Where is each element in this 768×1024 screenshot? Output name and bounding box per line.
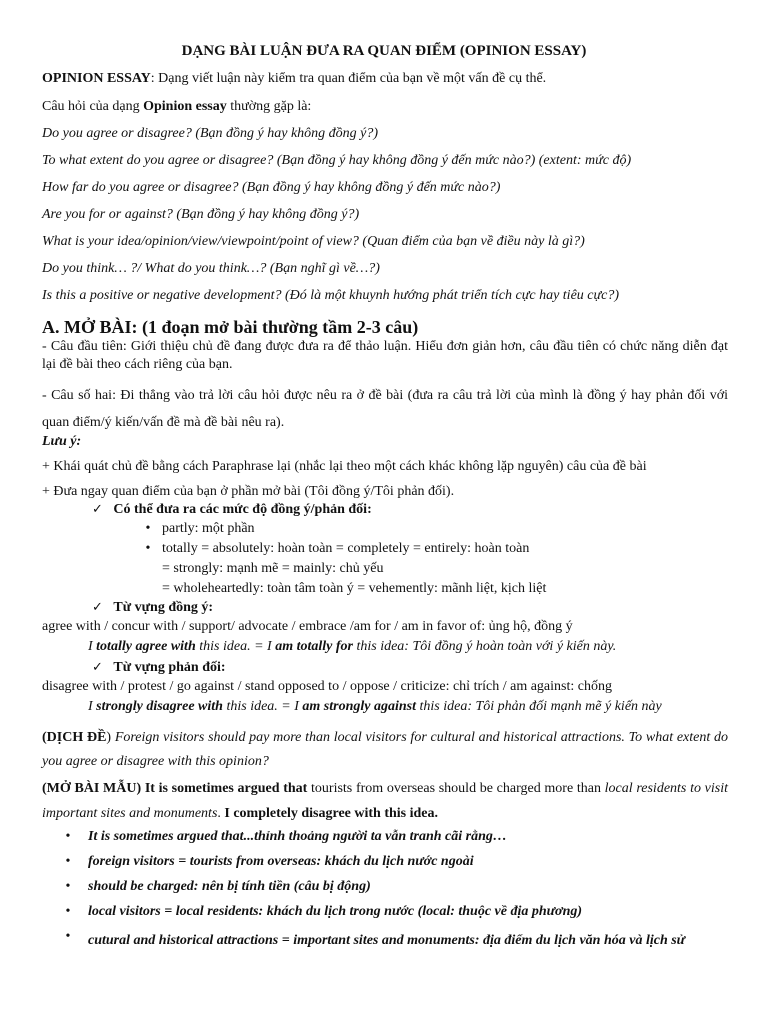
vocab-bullet: should be charged: nên bị tính tiền (câu bị động) <box>88 879 371 894</box>
note-1: + Khái quát chủ đề bằng cách Paraphrase lại (nhắc lại theo một cách khác không lặp nguyên) câu của đề bài <box>42 459 647 474</box>
questions-lead-a: Câu hỏi của dạng <box>42 99 144 114</box>
note-label: Lưu ý: <box>42 434 82 449</box>
agree-example <box>88 638 728 656</box>
bullet-icon: • <box>145 541 151 556</box>
bullet-icon: • <box>65 829 71 844</box>
sample-part-b: tourists from overseas should be charged more than <box>307 781 605 796</box>
vocab-bullet: It is sometimes argued that...thỉnh thoảng người ta vẫn tranh cãi rằng… <box>88 829 507 844</box>
questions-lead-c: thường gặp là: <box>226 99 312 114</box>
bullet-icon: • <box>65 879 71 894</box>
vocab-bullet: local visitors = local residents: khách du lịch trong nước (local: thuộc về địa phương) <box>88 904 583 919</box>
question-item: Do you think… ?/ What do you think…? (Bạn nghĩ gì về…?) <box>42 261 380 276</box>
section-a-paragraph-1: - Câu đầu tiên: Giới thiệu chủ đề đang được đưa ra để thảo luận. Hiểu đơn giản hơn, câu đầu tiên có chức năng diễn đạt lại đề bài theo cách riêng của bạn. <box>42 339 728 372</box>
disagree-example-c: this idea. = I <box>222 699 303 714</box>
prompt-paren: ) <box>106 730 112 745</box>
intro-term: OPINION ESSAY <box>42 71 151 86</box>
level-item: partly: một phần <box>162 521 255 536</box>
disagree-vocab: disagree with / protest / go against / stand opposed to / oppose / criticize: chỉ trích / am against: chống <box>42 679 612 694</box>
agree-example-c: this idea. = I <box>195 639 276 654</box>
sample-part-c: local residents <box>604 781 687 796</box>
question-item: Do you agree or disagree? (Bạn đồng ý hay không đồng ý?) <box>42 126 379 141</box>
note-2: + Đưa ngay quan điểm của bạn ở phần mở bài (Tôi đồng ý/Tôi phản đối). <box>42 484 455 499</box>
check-icon: ✓ <box>92 599 103 614</box>
questions-lead-b: Opinion essay <box>143 99 227 114</box>
questions-lead <box>42 98 728 116</box>
level-item-continued: = wholeheartedly: toàn tâm toàn ý = vehemently: mãnh liệt, kịch liệt <box>162 581 547 596</box>
checklist-agree-label: Từ vựng đồng ý: <box>113 600 214 615</box>
bullet-icon: • <box>65 854 71 869</box>
question-item: Are you for or against? (Bạn đồng ý hay không đồng ý?) <box>42 207 360 222</box>
bullet-icon: • <box>65 904 71 919</box>
agree-example-b: totally agree with <box>96 639 196 654</box>
bullet-icon: • <box>145 521 151 536</box>
agree-vocab: agree with / concur with / support/ advocate / embrace /am for / am in favor of: ủng hộ, đồng ý <box>42 619 573 634</box>
sample-part-e: visit important sites and monuments <box>42 781 728 821</box>
level-item: totally = absolutely: hoàn toàn = completely = entirely: hoàn toàn <box>162 541 530 556</box>
disagree-example <box>88 698 728 716</box>
question-item: How far do you agree or disagree? (Bạn đồng ý hay không đồng ý đến mức nào?) <box>42 180 501 195</box>
page-title: DẠNG BÀI LUẬN ĐƯA RA QUAN ĐIỂM (OPINION ESSAY) <box>181 43 587 59</box>
disagree-example-e: this idea: Tôi phản đối mạnh mẽ ý kiến này <box>416 699 662 714</box>
question-item: What is your idea/opinion/view/viewpoint/point of view? (Quan điểm của bạn về điều này là gì?) <box>42 234 585 249</box>
vocab-bullet: cutural and historical attractions = important sites and monuments: địa điểm du lịch văn hóa và lịch sử <box>88 933 686 948</box>
check-icon: ✓ <box>92 501 103 516</box>
sample-part-a: It is sometimes argued that <box>141 781 308 796</box>
disagree-example-a: I <box>88 699 97 714</box>
prompt-label: (DỊCH ĐỀ <box>42 730 107 745</box>
intro-definition-text: : Dạng viết luận này kiểm tra quan điểm của bạn về một vấn đề cụ thể. <box>150 71 547 86</box>
sample-intro <box>42 776 728 826</box>
agree-example-d: am totally for <box>275 639 353 654</box>
question-item: To what extent do you agree or disagree? (Bạn đồng ý hay không đồng ý đến mức nào?) (extent: mức độ) <box>42 153 632 168</box>
checklist-levels-label: Có thể đưa ra các mức độ đồng ý/phản đối: <box>113 502 372 517</box>
checklist-agree <box>92 598 728 617</box>
question-item: Is this a positive or negative development? (Đó là một khuynh hướng phát triển tích cực hay tiêu cực?) <box>42 288 620 303</box>
section-a-paragraph-2: - Câu số hai: Đi thẳng vào trả lời câu hỏi được nêu ra ở đề bài (đưa ra câu trả lời của mình là đồng ý hay phản đối với quan điểm/ý kiến/vấn đề mà đề bài nêu ra). <box>42 388 728 430</box>
prompt-translation <box>42 726 728 774</box>
check-icon: ✓ <box>92 659 103 674</box>
sample-label: (MỞ BÀI MẪU) <box>42 781 142 796</box>
sample-part-d: to <box>686 781 705 796</box>
level-item-continued: = strongly: mạnh mẽ = mainly: chủ yếu <box>162 561 384 576</box>
disagree-example-b: strongly disagree with <box>96 699 223 714</box>
disagree-example-d: am strongly against <box>302 699 417 714</box>
sample-part-g: I completely disagree with this idea. <box>224 806 439 821</box>
checklist-disagree-label: Từ vựng phản đối: <box>113 660 226 675</box>
bullet-icon: • <box>65 929 71 944</box>
agree-example-a: I <box>88 639 97 654</box>
sample-part-f: . <box>217 806 225 821</box>
checklist-disagree <box>92 658 728 677</box>
agree-example-e: this idea: Tôi đồng ý hoàn toàn với ý kiến này. <box>352 639 617 654</box>
checklist-levels <box>92 500 728 519</box>
intro-definition <box>42 70 728 88</box>
vocab-bullet: foreign visitors = tourists from overseas: khách du lịch nước ngoài <box>88 854 474 869</box>
section-a-heading: A. MỞ BÀI: (1 đoạn mở bài thường tầm 2-3 câu) <box>42 317 419 337</box>
prompt-text: Foreign visitors should pay more than local visitors for cultural and historical attractions. To what extent do you agree or disagree with this opinion? <box>42 730 728 769</box>
